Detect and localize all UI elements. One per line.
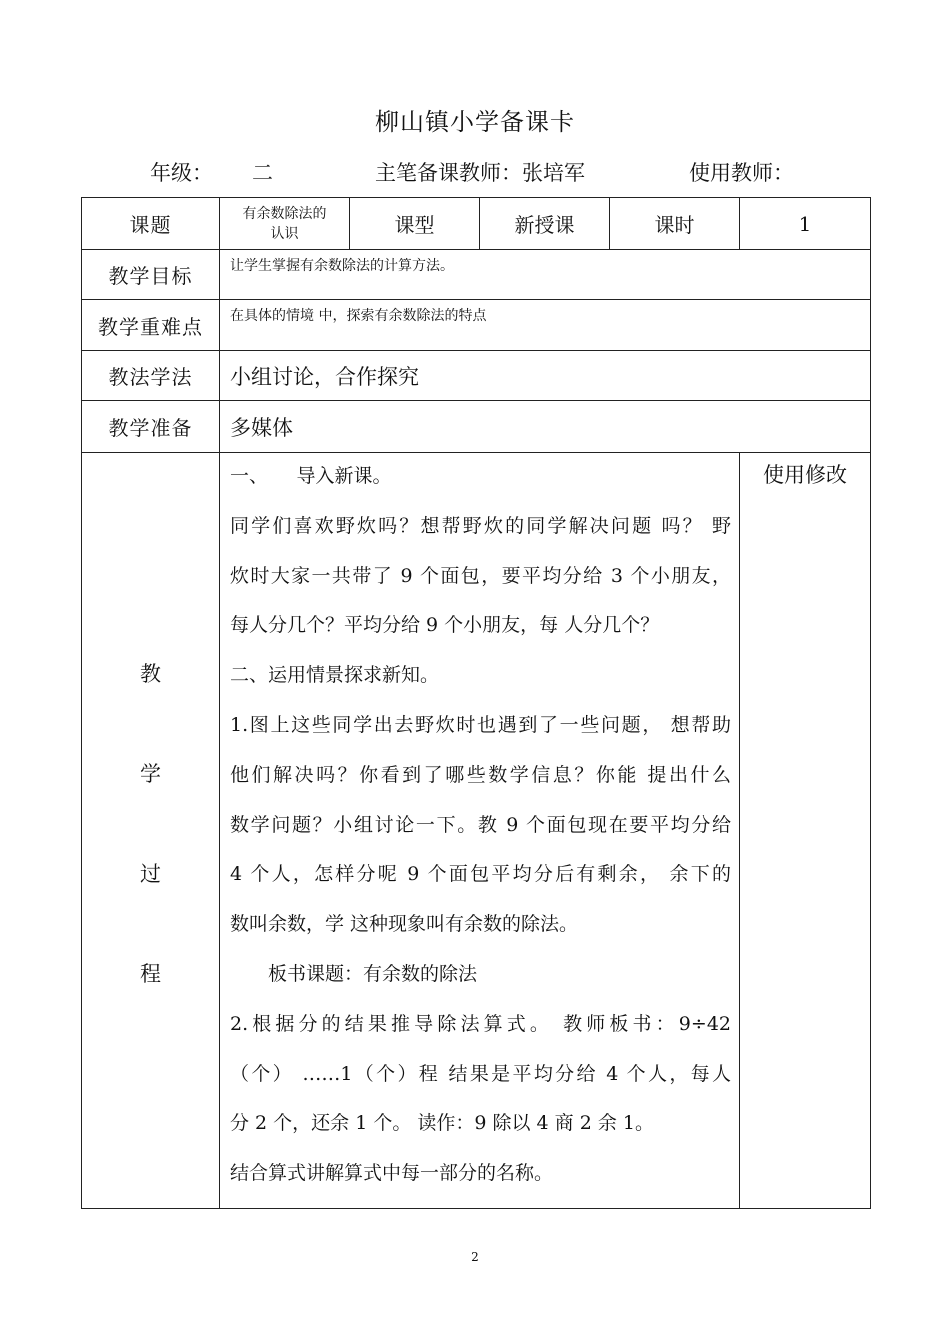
topic-row	[82, 198, 871, 250]
grade-label: 年级：	[150, 161, 213, 185]
period-label: 课时	[610, 198, 740, 250]
process-label	[82, 453, 220, 1209]
process-line: 2.根据分的结果推导除法算式。 教师板书：9÷42	[230, 1012, 731, 1035]
topic-value	[220, 198, 350, 250]
period-value: 1	[740, 198, 871, 250]
topic-value-line1: 有余数除法的	[242, 205, 327, 222]
process-line: 板书课题：有余数的除法	[230, 962, 478, 985]
type-label: 课型	[350, 198, 480, 250]
process-line: 1.图上这些同学出去野炊时也遇到了一些问题， 想帮助	[230, 713, 731, 736]
prep-value: 多媒体	[220, 401, 871, 453]
page-number: 2	[471, 1250, 479, 1264]
lesson-table	[81, 197, 871, 1209]
page-title: 柳山镇小学备课卡	[375, 108, 575, 136]
topic-label: 课题	[82, 198, 220, 250]
process-line: 他们解决吗？你看到了哪些数学信息？你能 提出什么	[230, 763, 731, 786]
use-edit-label: 使用修改	[740, 453, 871, 1209]
process-line: 数叫余数，学 这种现象叫有余数的除法。	[230, 913, 579, 936]
topic-value-line2: 认识	[270, 225, 299, 242]
goal-label: 教学目标	[82, 250, 220, 300]
process-line: 二、运用情景探求新知。	[230, 664, 440, 687]
difficulty-value: 在具体的情境 中，探索有余数除法的特点	[220, 300, 871, 351]
process-line: （个） ……1（个）程 结果是平均分给 4 个人，每人	[230, 1062, 731, 1085]
process-row	[82, 453, 871, 1209]
process-line: 一、 导入新课。	[230, 465, 392, 487]
process-label-char: 教	[140, 662, 161, 686]
goal-value: 让学生掌握有余数除法的计算方法。	[220, 250, 871, 300]
process-line: 炊时大家一共带了 9 个面包，要平均分给 3 个小朋友，	[230, 564, 731, 587]
process-content	[220, 453, 740, 1209]
process-line: 结合算式讲解算式中每一部分的名称。	[230, 1162, 554, 1185]
difficulty-row	[82, 300, 871, 351]
type-value: 新授课	[480, 198, 610, 250]
method-label: 教法学法	[82, 351, 220, 401]
process-line: 数学问题？小组讨论一下。教 9 个面包现在要平均分给	[230, 813, 731, 836]
prep-label: 教学准备	[82, 401, 220, 453]
grade-value: 二	[252, 161, 273, 185]
main-teacher: 主笔备课教师：张培军	[375, 161, 585, 185]
process-line: 分 2 个，还余 1 个。 读作：9 除以 4 商 2 余 1。	[230, 1112, 654, 1135]
use-teacher: 使用教师：	[689, 161, 794, 185]
process-label-char: 程	[140, 962, 161, 986]
process-label-char: 过	[140, 862, 161, 886]
prep-row	[82, 401, 871, 453]
goal-row	[82, 250, 871, 300]
method-row	[82, 351, 871, 401]
method-value: 小组讨论，合作探究	[220, 351, 871, 401]
process-line: 4 个人，怎样分呢 9 个面包平均分后有剩余， 余下的	[230, 863, 731, 886]
process-line: 同学们喜欢野炊吗？想帮野炊的同学解决问题 吗？ 野	[230, 514, 731, 537]
difficulty-label: 教学重难点	[82, 300, 220, 351]
process-label-char: 学	[140, 762, 161, 786]
process-line: 每人分几个？平均分给 9 个小朋友，每 人分几个？	[230, 614, 660, 637]
